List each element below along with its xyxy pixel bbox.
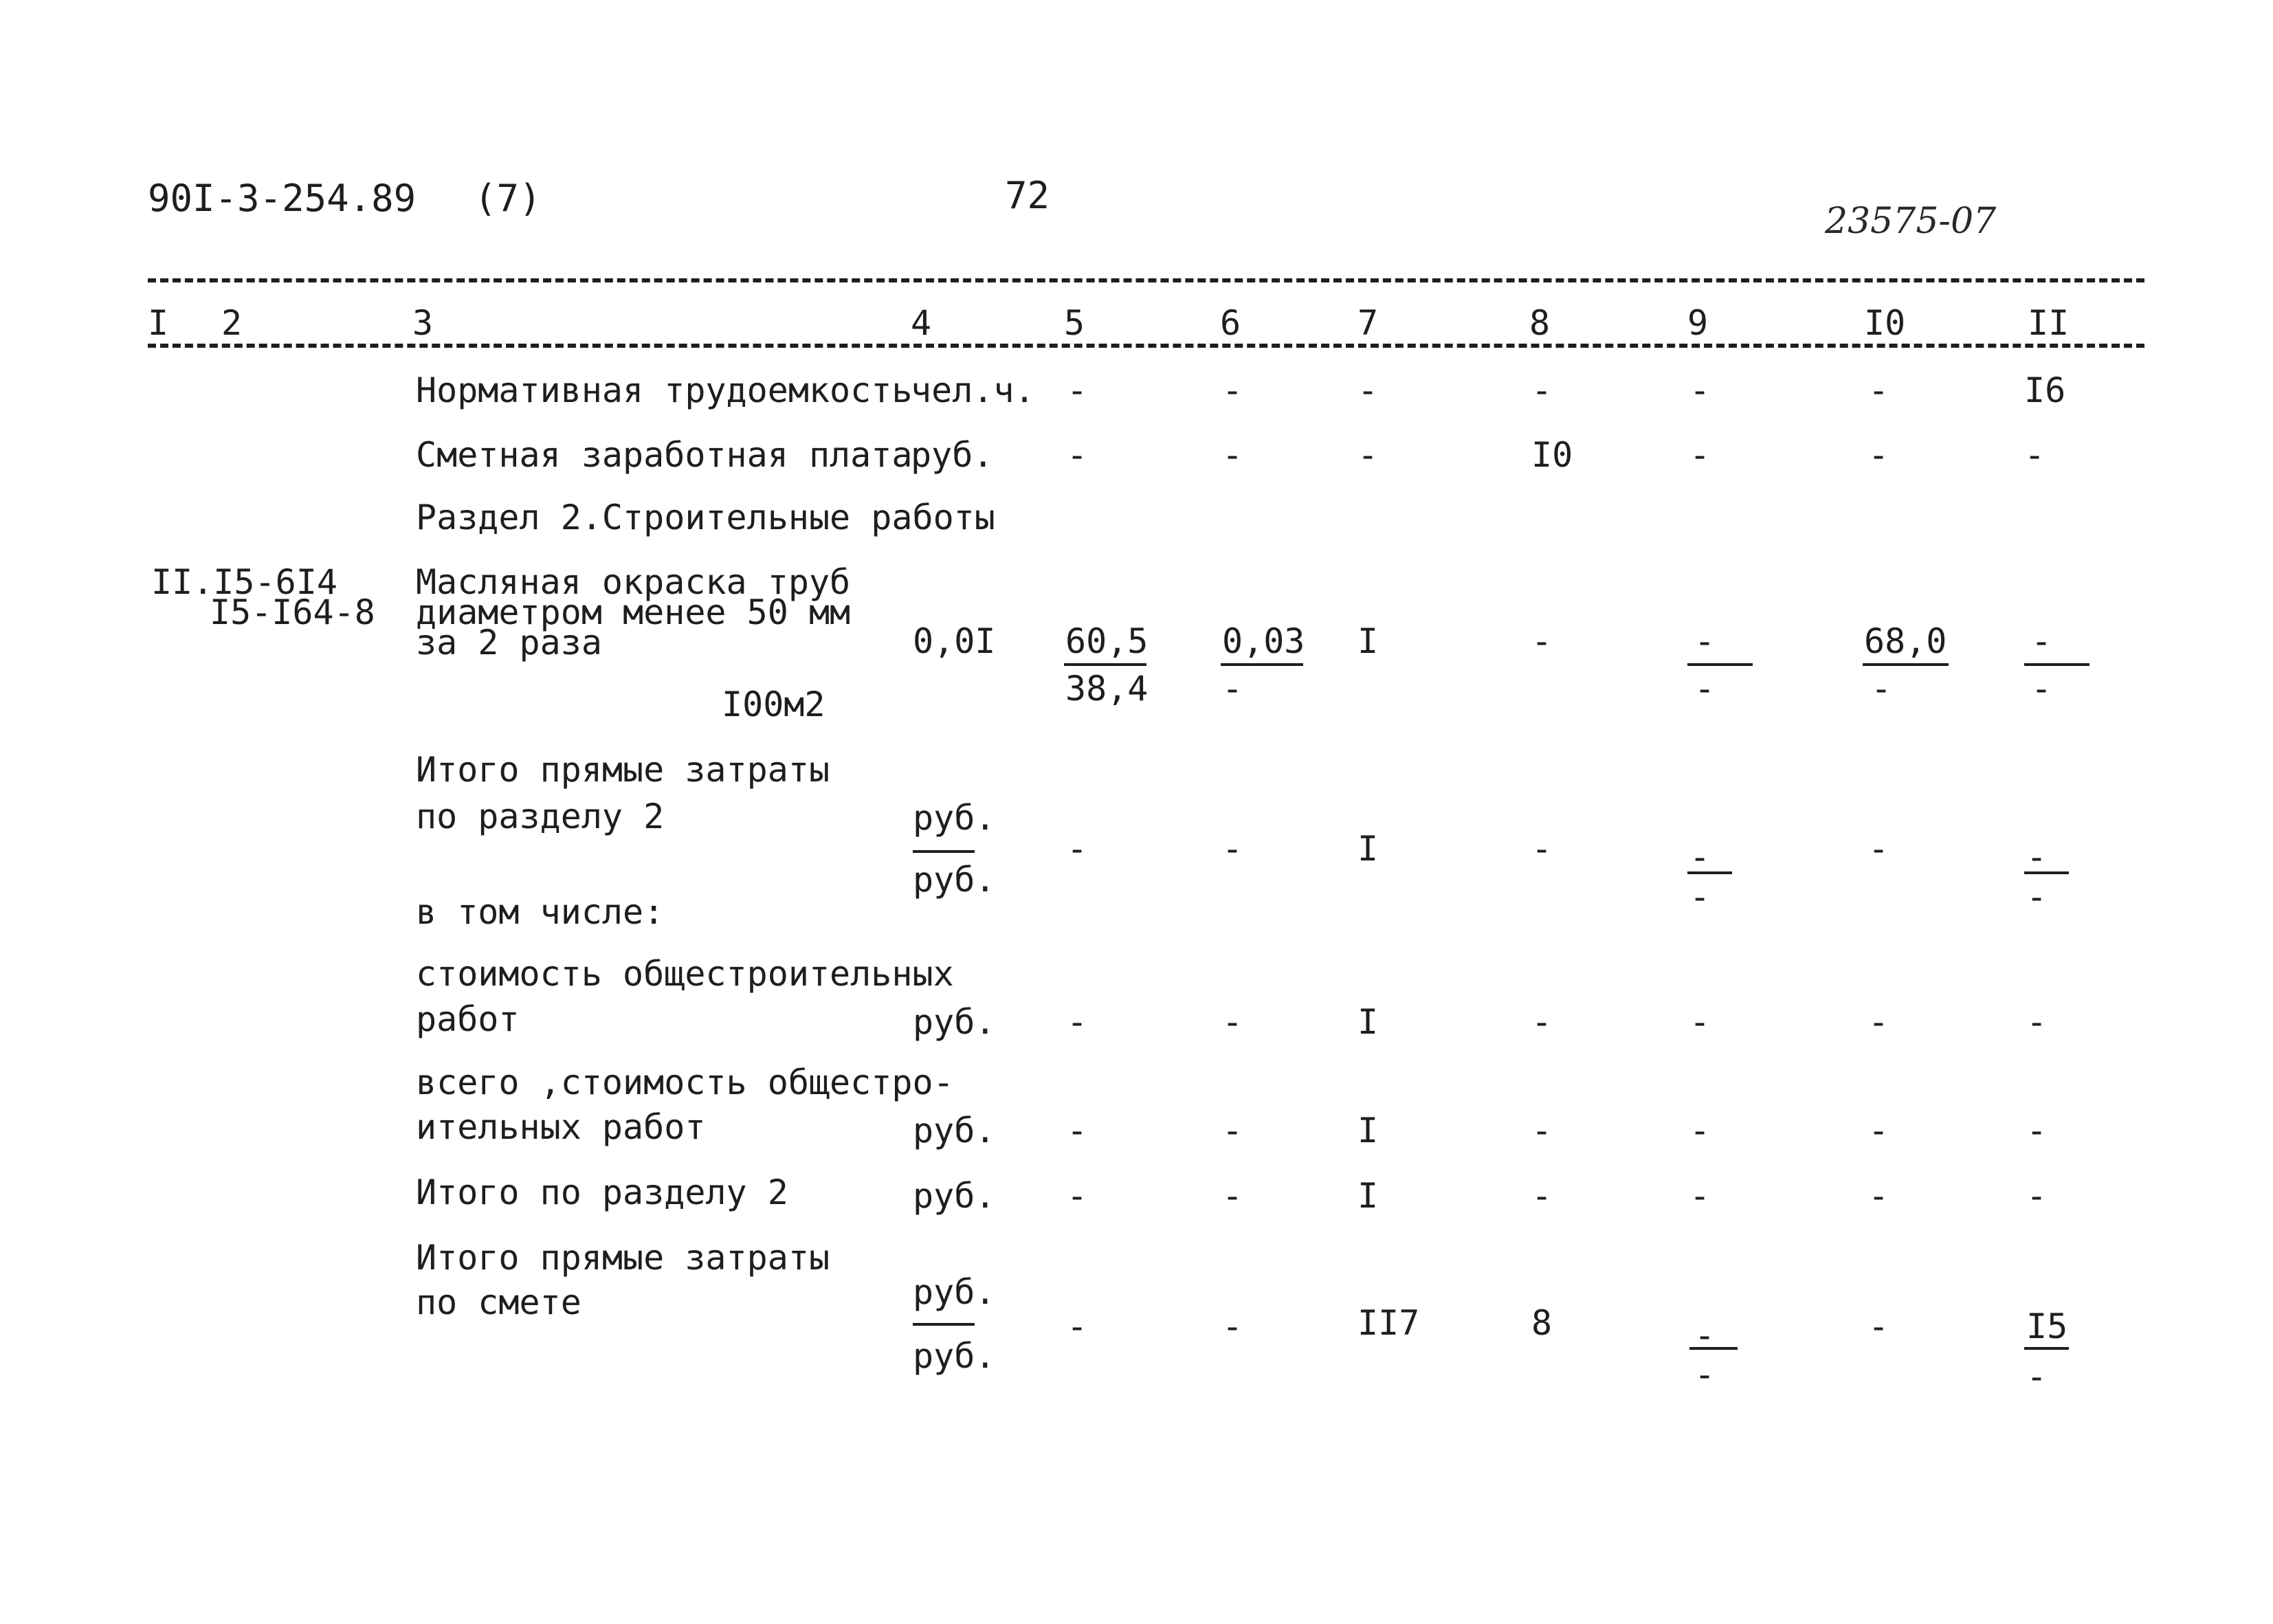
section-2-heading: Раздел 2.Строительные работы (416, 498, 995, 537)
row-section-total-col9: - (1689, 1176, 1711, 1216)
row-section-direct-costs-unit-bottom: руб. (913, 860, 996, 900)
row-labor-norm-name: Нормативная трудоемкость (416, 370, 913, 410)
row-painting-col5-bottom: 38,4 (1065, 669, 1149, 709)
row-painting-col6-fraction-bar (1221, 663, 1303, 666)
row-painting-code-2: I5-I64-8 (210, 592, 375, 632)
row-painting-col6-bottom: - (1222, 669, 1243, 709)
row-total-general-construction-col5: - (1067, 1111, 1088, 1150)
row-labor-norm-col5: - (1067, 370, 1088, 410)
row-general-construction-col7: I (1357, 1002, 1379, 1042)
row-estimate-direct-costs-col6: - (1222, 1306, 1243, 1346)
row-section-direct-costs-col8: - (1531, 829, 1553, 869)
row-painting-col8: - (1531, 621, 1553, 661)
row-painting-col11-fraction-bar (2024, 663, 2089, 666)
row-total-general-construction-name-1: всего ,стоимость общестро- (416, 1063, 954, 1102)
row-general-construction-col6: - (1222, 1002, 1243, 1042)
row-labor-norm-col11: I6 (2024, 370, 2066, 410)
row-section-direct-costs-col9-bar (1687, 871, 1732, 874)
document-code: 90I-3-254.89 (148, 177, 417, 220)
row-painting-col10-fraction-bar (1863, 663, 1949, 666)
row-painting-col9-top: - (1694, 621, 1716, 661)
row-wage-col8: I0 (1531, 435, 1573, 475)
row-painting-col10-bottom: - (1871, 669, 1892, 709)
row-section-total-col5: - (1067, 1176, 1088, 1216)
row-general-construction-col9: - (1689, 1002, 1711, 1042)
row-wage-col5: - (1067, 435, 1088, 475)
row-painting-name-3: за 2 раза (416, 623, 602, 663)
row-labor-norm-col8: - (1531, 370, 1553, 410)
row-labor-norm-unit: чел.ч. (911, 370, 1035, 410)
row-painting-col6-top: 0,03 (1222, 621, 1305, 661)
row-section-direct-costs-unit-bar (913, 850, 975, 853)
row-estimate-direct-costs-unit-top: руб. (913, 1272, 996, 1312)
row-estimate-direct-costs-col9-bottom: - (1694, 1355, 1716, 1394)
row-section-direct-costs-col9-bottom: - (1689, 877, 1711, 917)
row-estimate-direct-costs-unit-bar (913, 1323, 975, 1326)
row-painting-col11-bottom: - (2031, 669, 2052, 709)
row-estimate-direct-costs-col5: - (1067, 1306, 1088, 1346)
row-total-general-construction-col6: - (1222, 1111, 1243, 1150)
row-section-total-unit: руб. (913, 1176, 996, 1216)
row-wage-col6: - (1222, 435, 1243, 475)
row-total-general-construction-col10: - (1868, 1111, 1889, 1150)
column-header-5: 5 (1064, 303, 1085, 343)
row-section-direct-costs-col11-bar (2024, 871, 2069, 874)
row-estimate-direct-costs-col9-bar (1689, 1347, 1738, 1350)
row-total-general-construction-name-2: ительных работ (416, 1107, 706, 1147)
row-painting-col7: I (1357, 621, 1379, 661)
column-header-4: 4 (911, 303, 932, 343)
row-general-construction-col10: - (1868, 1002, 1889, 1042)
row-painting-col5-top: 60,5 (1065, 621, 1149, 661)
row-estimate-direct-costs-col11-bottom: - (2026, 1357, 2048, 1397)
row-labor-norm-col9: - (1689, 370, 1711, 410)
page-number: 72 (1005, 174, 1050, 217)
row-general-construction-name-1: стоимость общестроительных (416, 954, 954, 994)
row-painting-col5-fraction-bar (1064, 663, 1146, 666)
column-header-1: I (148, 303, 169, 343)
table-top-rule (148, 278, 2144, 282)
row-total-general-construction-col8: - (1531, 1111, 1553, 1150)
row-section-direct-costs-col6: - (1222, 829, 1243, 869)
inventory-stamp-number: 23575-07 (1825, 201, 1997, 242)
row-total-general-construction-unit: руб. (913, 1111, 996, 1150)
row-section-total-col8: - (1531, 1176, 1553, 1216)
column-header-2: 2 (221, 303, 243, 343)
row-section-total-col10: - (1868, 1176, 1889, 1216)
row-general-construction-name-2: работ (416, 999, 520, 1039)
row-painting-col9-fraction-bar (1687, 663, 1753, 666)
row-section-direct-costs-col11-bottom: - (2026, 877, 2048, 917)
row-labor-norm-col7: - (1357, 370, 1379, 410)
column-header-7: 7 (1357, 303, 1379, 343)
row-estimate-direct-costs-col11-top: I5 (2026, 1306, 2068, 1346)
header-bottom-rule (148, 344, 2144, 348)
row-painting-name-1: Масляная окраска труб (416, 562, 851, 602)
row-labor-norm-col10: - (1868, 370, 1889, 410)
row-painting-quantity: 0,0I (913, 621, 996, 661)
row-total-general-construction-col9: - (1689, 1111, 1711, 1150)
row-painting-col9-bottom: - (1694, 669, 1716, 709)
row-section-direct-costs-unit-top: руб. (913, 798, 996, 838)
row-estimate-direct-costs-col11-bar (2024, 1347, 2069, 1350)
row-section-direct-costs-col11-top: - (2026, 837, 2048, 877)
row-general-construction-col11: - (2026, 1002, 2048, 1042)
row-general-construction-col8: - (1531, 1002, 1553, 1042)
row-wage-col10: - (1868, 435, 1889, 475)
sheet-reference: (7) (474, 177, 542, 220)
row-estimate-direct-costs-name-1: Итого прямые затраты (416, 1238, 830, 1278)
row-wage-unit: руб. (911, 435, 994, 475)
row-estimate-direct-costs-col10: - (1868, 1306, 1889, 1346)
row-estimate-direct-costs-name-2: по смете (416, 1282, 581, 1322)
row-estimate-direct-costs-unit-bottom: руб. (913, 1336, 996, 1376)
row-general-construction-col5: - (1067, 1002, 1088, 1042)
column-header-10: I0 (1864, 303, 1906, 343)
row-section-direct-costs-col10: - (1868, 829, 1889, 869)
row-painting-col10-top: 68,0 (1864, 621, 1947, 661)
row-section-total-col11: - (2026, 1176, 2048, 1216)
row-section-direct-costs-name-2: по разделу 2 (416, 797, 665, 836)
row-total-general-construction-col7: I (1357, 1111, 1379, 1150)
row-general-construction-unit: руб. (913, 1002, 996, 1042)
row-painting-col11-top: - (2031, 621, 2052, 661)
row-section-direct-costs-col5: - (1067, 829, 1088, 869)
row-section-direct-costs-col7: I (1357, 829, 1379, 869)
row-estimate-direct-costs-col8: 8 (1531, 1303, 1553, 1343)
column-header-11: II (2028, 303, 2070, 343)
row-section-direct-costs-name-1: Итого прямые затраты (416, 750, 830, 790)
row-painting-name-2: диаметром менее 50 мм (416, 592, 851, 632)
column-header-9: 9 (1687, 303, 1709, 343)
row-wage-name: Сметная заработная плата (416, 435, 913, 475)
including-label: в том числе: (416, 892, 665, 932)
row-section-total-col7: I (1357, 1176, 1379, 1216)
row-wage-col11: - (2024, 435, 2045, 475)
row-wage-col7: - (1357, 435, 1379, 475)
column-header-6: 6 (1220, 303, 1241, 343)
row-estimate-direct-costs-col7: II7 (1357, 1303, 1420, 1343)
column-header-3: 3 (412, 303, 434, 343)
row-section-total-name: Итого по разделу 2 (416, 1172, 788, 1212)
column-header-8: 8 (1529, 303, 1551, 343)
row-labor-norm-col6: - (1222, 370, 1243, 410)
row-total-general-construction-col11: - (2026, 1111, 2048, 1150)
row-section-total-col6: - (1222, 1176, 1243, 1216)
row-painting-code-1: II.I5-6I4 (151, 562, 337, 602)
row-estimate-direct-costs-col9-top: - (1694, 1315, 1716, 1355)
row-section-direct-costs-col9-top: - (1689, 837, 1711, 877)
row-painting-unit-measure: I00м2 (722, 685, 825, 724)
row-wage-col9: - (1689, 435, 1711, 475)
